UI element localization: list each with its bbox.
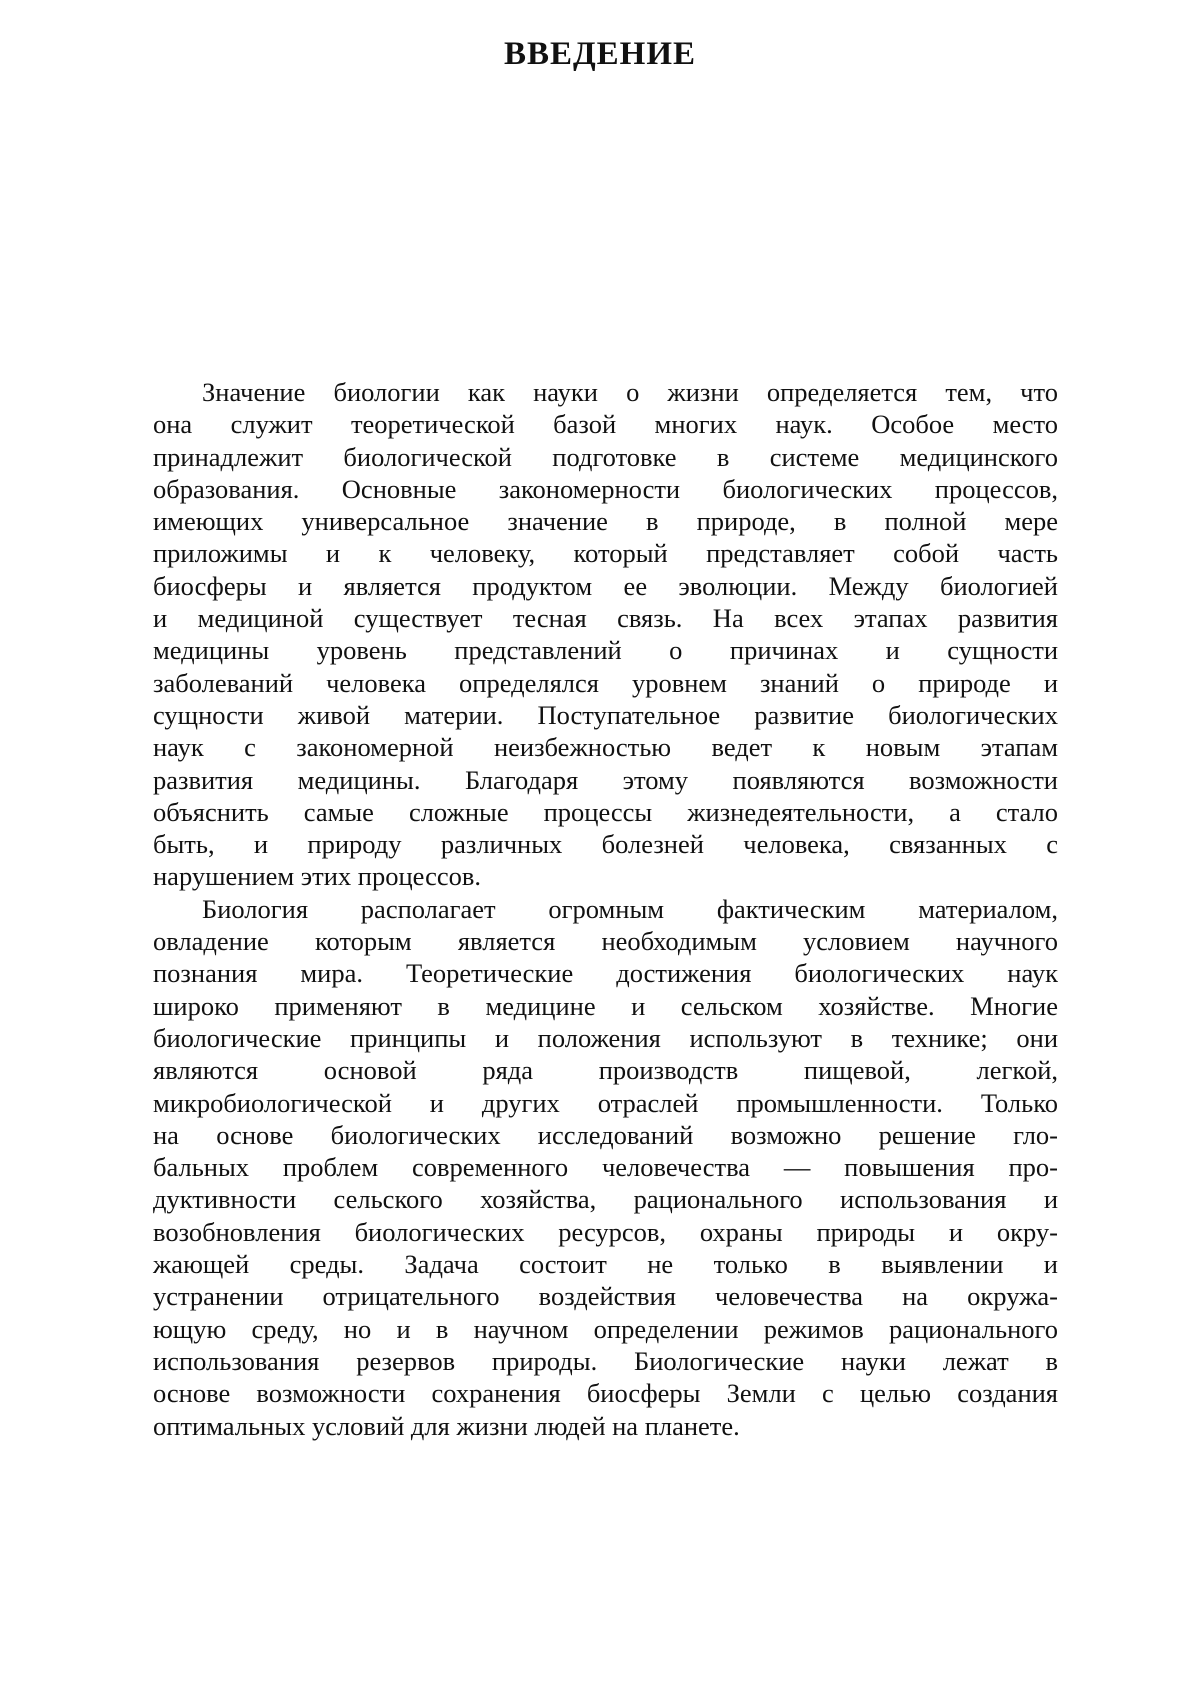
text-line: Биология располагает огромным фактическим материалом, <box>202 893 1058 924</box>
body-text <box>153 376 1058 1442</box>
text-line: имеющих универсальное значение в природе, в полной мере <box>153 506 1058 537</box>
text-line: наук с закономерной неизбежностью ведет к новым этапам <box>153 732 1058 763</box>
text-line: развития медицины. Благодаря этому появляются возможности <box>153 764 1058 795</box>
text-line: ющую среду, но и в научном определении режимов рационального <box>153 1313 1058 1344</box>
text-line: использования резервов природы. Биологические науки лежат в <box>153 1345 1058 1376</box>
text-line: являются основой ряда производств пищевой, легкой, <box>153 1055 1058 1086</box>
text-line: микробиологической и других отраслей промышленности. Только <box>153 1087 1058 1118</box>
text-line: она служит теоретической базой многих наук. Особое место <box>153 409 1058 440</box>
text-line: сущности живой материи. Поступательное развитие биологических <box>153 699 1058 730</box>
text-line: принадлежит биологической подготовке в системе медицинского <box>153 441 1058 472</box>
text-line: образования. Основные закономерности биологических процессов, <box>153 473 1058 504</box>
text-line: возобновления биологических ресурсов, охраны природы и окру- <box>153 1216 1058 1247</box>
text-line: нарушением этих процессов. <box>153 861 481 892</box>
page-title: ВВЕДЕНИЕ <box>503 36 697 72</box>
text-line: медицины уровень представлений о причинах и сущности <box>153 635 1058 666</box>
text-line: объяснить самые сложные процессы жизнедеятельности, а стало <box>153 796 1058 827</box>
text-line: широко применяют в медицине и сельском хозяйстве. Многие <box>153 990 1058 1021</box>
text-line: приложимы и к человеку, который представляет собой часть <box>153 538 1058 569</box>
text-line: быть, и природу различных болезней человека, связанных с <box>153 829 1058 860</box>
text-line: заболеваний человека определялся уровнем знаний о природе и <box>153 667 1058 698</box>
text-line: устранении отрицательного воздействия человечества на окружа- <box>153 1281 1058 1312</box>
text-line: бальных проблем современного человечества — повышения про- <box>153 1152 1058 1183</box>
text-line: жающей среды. Задача состоит не только в выявлении и <box>153 1249 1058 1280</box>
paragraph-2 <box>153 893 1058 1442</box>
text-line: и медициной существует тесная связь. На всех этапах развития <box>153 603 1058 634</box>
text-line: оптимальных условий для жизни людей на планете. <box>153 1410 740 1441</box>
text-line: Значение биологии как науки о жизни определяется тем, что <box>202 377 1058 407</box>
text-line: на основе биологических исследований возможно решение гло- <box>153 1119 1058 1150</box>
text-line: биологические принципы и положения используют в технике; они <box>153 1022 1058 1053</box>
text-line: основе возможности сохранения биосферы Земли с целью создания <box>153 1378 1058 1409</box>
text-line: познания мира. Теоретические достижения биологических наук <box>153 958 1058 989</box>
text-line: биосферы и является продуктом ее эволюции. Между биологией <box>153 570 1058 601</box>
text-line: овладение которым является необходимым условием научного <box>153 926 1058 957</box>
paragraph-1 <box>153 376 1058 893</box>
text-line: дуктивности сельского хозяйства, рационального использования и <box>153 1184 1058 1215</box>
